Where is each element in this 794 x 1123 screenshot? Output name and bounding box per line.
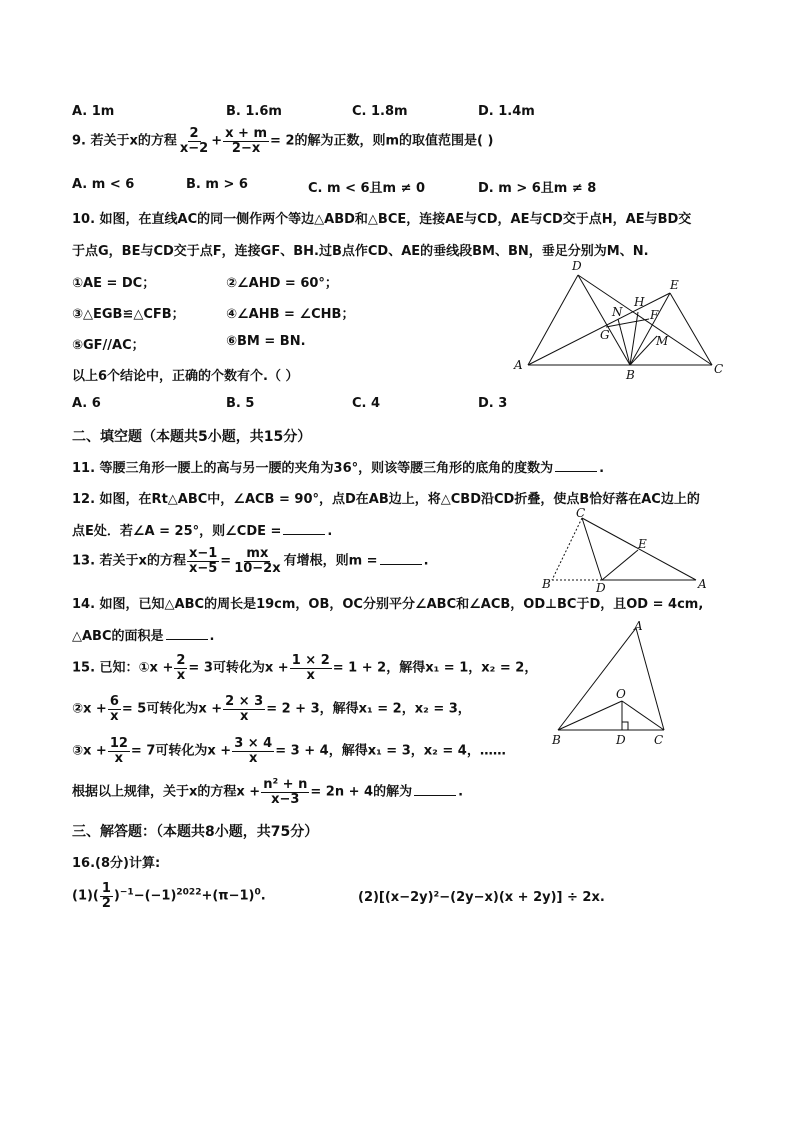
q9-stem [72, 127, 493, 155]
q14-figure [548, 618, 678, 748]
q15-row-2: ②x + $\frac{6}{x}$ = 5可转化为x + $\frac{2 \times 3}{x}$ = 2 + 3，解得x₁ = 2，x₂ = 3， [72, 694, 471, 724]
label-m: M [656, 334, 669, 348]
q10-option-c: C. 4 [352, 396, 381, 411]
q10-line-1: 10. 如图，在直线AC的同一侧作两个等边△ABD和△BCE，连接AE与CD，AE与CD交于点H，AE与BD交 [72, 212, 692, 227]
q13-stem: 13. 若关于x的方程 $\frac{x-1}{x-5}$ = $\frac{mx}{10-2x}$ 有增根，则m = . [72, 546, 429, 576]
label-g: G [600, 328, 610, 342]
q14-line-2: △ABC的面积是 . [72, 629, 215, 644]
q10-claim-4: ④∠AHB = ∠CHB； [226, 307, 355, 322]
label-a: A [698, 577, 707, 591]
q12-figure [538, 508, 718, 594]
q9-prefix: 9. 若关于x的方程 [72, 133, 177, 149]
q8-option-b: B. 1.6m [226, 104, 282, 119]
q8-option-c: C. 1.8m [352, 104, 408, 119]
label-b: B [552, 733, 561, 747]
label-c: C [576, 508, 586, 520]
q10-line-2: 于点G，BE与CD交于点F，连接GF、BH.过B点作CD、AE的垂线段BM、BN，垂足分别为M、N. [72, 244, 649, 259]
q13-fraction-1: $\frac{x-1}{x-5}$ [188, 546, 218, 576]
q10-line-3: 以上6个结论中，正确的个数有个.（ ） [72, 369, 299, 384]
q9-option-b: B. m > 6 [186, 177, 248, 192]
label-d: D [572, 259, 582, 273]
label-o: O [616, 687, 626, 701]
q9-option-a: A. m < 6 [72, 177, 135, 192]
q8-option-a: A. 1m [72, 104, 115, 119]
label-b: B [542, 577, 551, 591]
q9-fraction-2: $\frac{x + m}{2-x}$ [225, 126, 268, 156]
q12-line-1: 12. 如图，在Rt△ABC中，∠ACB = 90°，点D在AB边上，将△CBD沿CD折叠，使点B恰好落在AC边上的 [72, 492, 700, 507]
label-a: A [634, 619, 643, 633]
q9-plus: + [211, 133, 223, 149]
label-d: D [616, 733, 626, 747]
label-e: E [670, 278, 679, 292]
q9-suffix: = 2的解为正数，则m的取值范围是( ) [270, 133, 494, 149]
label-d: D [596, 581, 606, 594]
q16-part-1: (1)( $\frac{1}{2}$ )$^{-1}-(-1)^{2022}+(\pi-1)^0$. [72, 881, 266, 911]
q10-claim-6: ⑥BM = BN. [226, 334, 306, 349]
q15-row-3: ③x + $\frac{12}{x}$ = 7可转化为x + $\frac{3 \times 4}{x}$ = 3 + 4，解得x₁ = 3，x₂ = 4，…… [72, 736, 506, 766]
q10-claim-1: ①AE = DC； [72, 276, 156, 291]
q11-stem: 11. 等腰三角形一腰上的高与另一腰的夹角为36°，则该等腰三角形的底角的度数为 . [72, 461, 605, 476]
q10-figure [510, 255, 730, 385]
q10-claim-3: ③△EGB≌△CFB； [72, 307, 185, 322]
q13-fraction-2: $\frac{mx}{10-2x}$ [234, 546, 281, 576]
label-c: C [714, 362, 724, 376]
q10-claim-2: ②∠AHD = 60°； [226, 276, 338, 291]
q10-claim-5: ⑤GF//AC； [72, 338, 145, 353]
label-e: E [638, 537, 647, 551]
label-f: F [650, 308, 659, 322]
q8-option-d: D. 1.4m [478, 104, 535, 119]
label-c: C [654, 733, 664, 747]
q16-part-2: (2)[(x−2y)²−(2y−x)(x + 2y)] ÷ 2x. [358, 890, 605, 905]
q14-line-1: 14. 如图，已知△ABC的周长是19cm，OB，OC分别平分∠ABC和∠ACB，OD⊥BC于D，且OD = 4cm, [72, 597, 704, 612]
q15-row-4: 根据以上规律，关于x的方程x + $\frac{\text{n² + n}}{x-3}$ = 2n + 4的解为 . [72, 777, 464, 807]
q9-option-c: C. m < 6且m ≠ 0 [308, 181, 426, 196]
label-b: B [626, 368, 635, 382]
q9-fraction-1: $\frac{2}{x-2}$ [179, 126, 209, 156]
q10-option-b: B. 5 [226, 396, 255, 411]
q16-title: 16.(8分)计算: [72, 856, 161, 871]
label-h: H [634, 295, 645, 309]
q10-option-d: D. 3 [478, 396, 508, 411]
q10-option-a: A. 6 [72, 396, 101, 411]
q9-option-d: D. m > 6且m ≠ 8 [478, 181, 597, 196]
label-a: A [514, 358, 523, 372]
label-n: N [612, 305, 623, 319]
section-3-heading: 三、解答题：（本题共8小题，共75分） [72, 824, 319, 840]
q12-line-2: 点E处．若∠A = 25°，则∠CDE = . [72, 524, 333, 539]
q15-row-1: 15. 已知：①x + $\frac{2}{x}$ = 3可转化为x + $\frac{1 \times 2}{x}$ = 1 + 2，解得x₁ = 1，x₂ = 2， [72, 653, 538, 683]
section-2-heading: 二、填空题（本题共5小题，共15分） [72, 429, 312, 445]
